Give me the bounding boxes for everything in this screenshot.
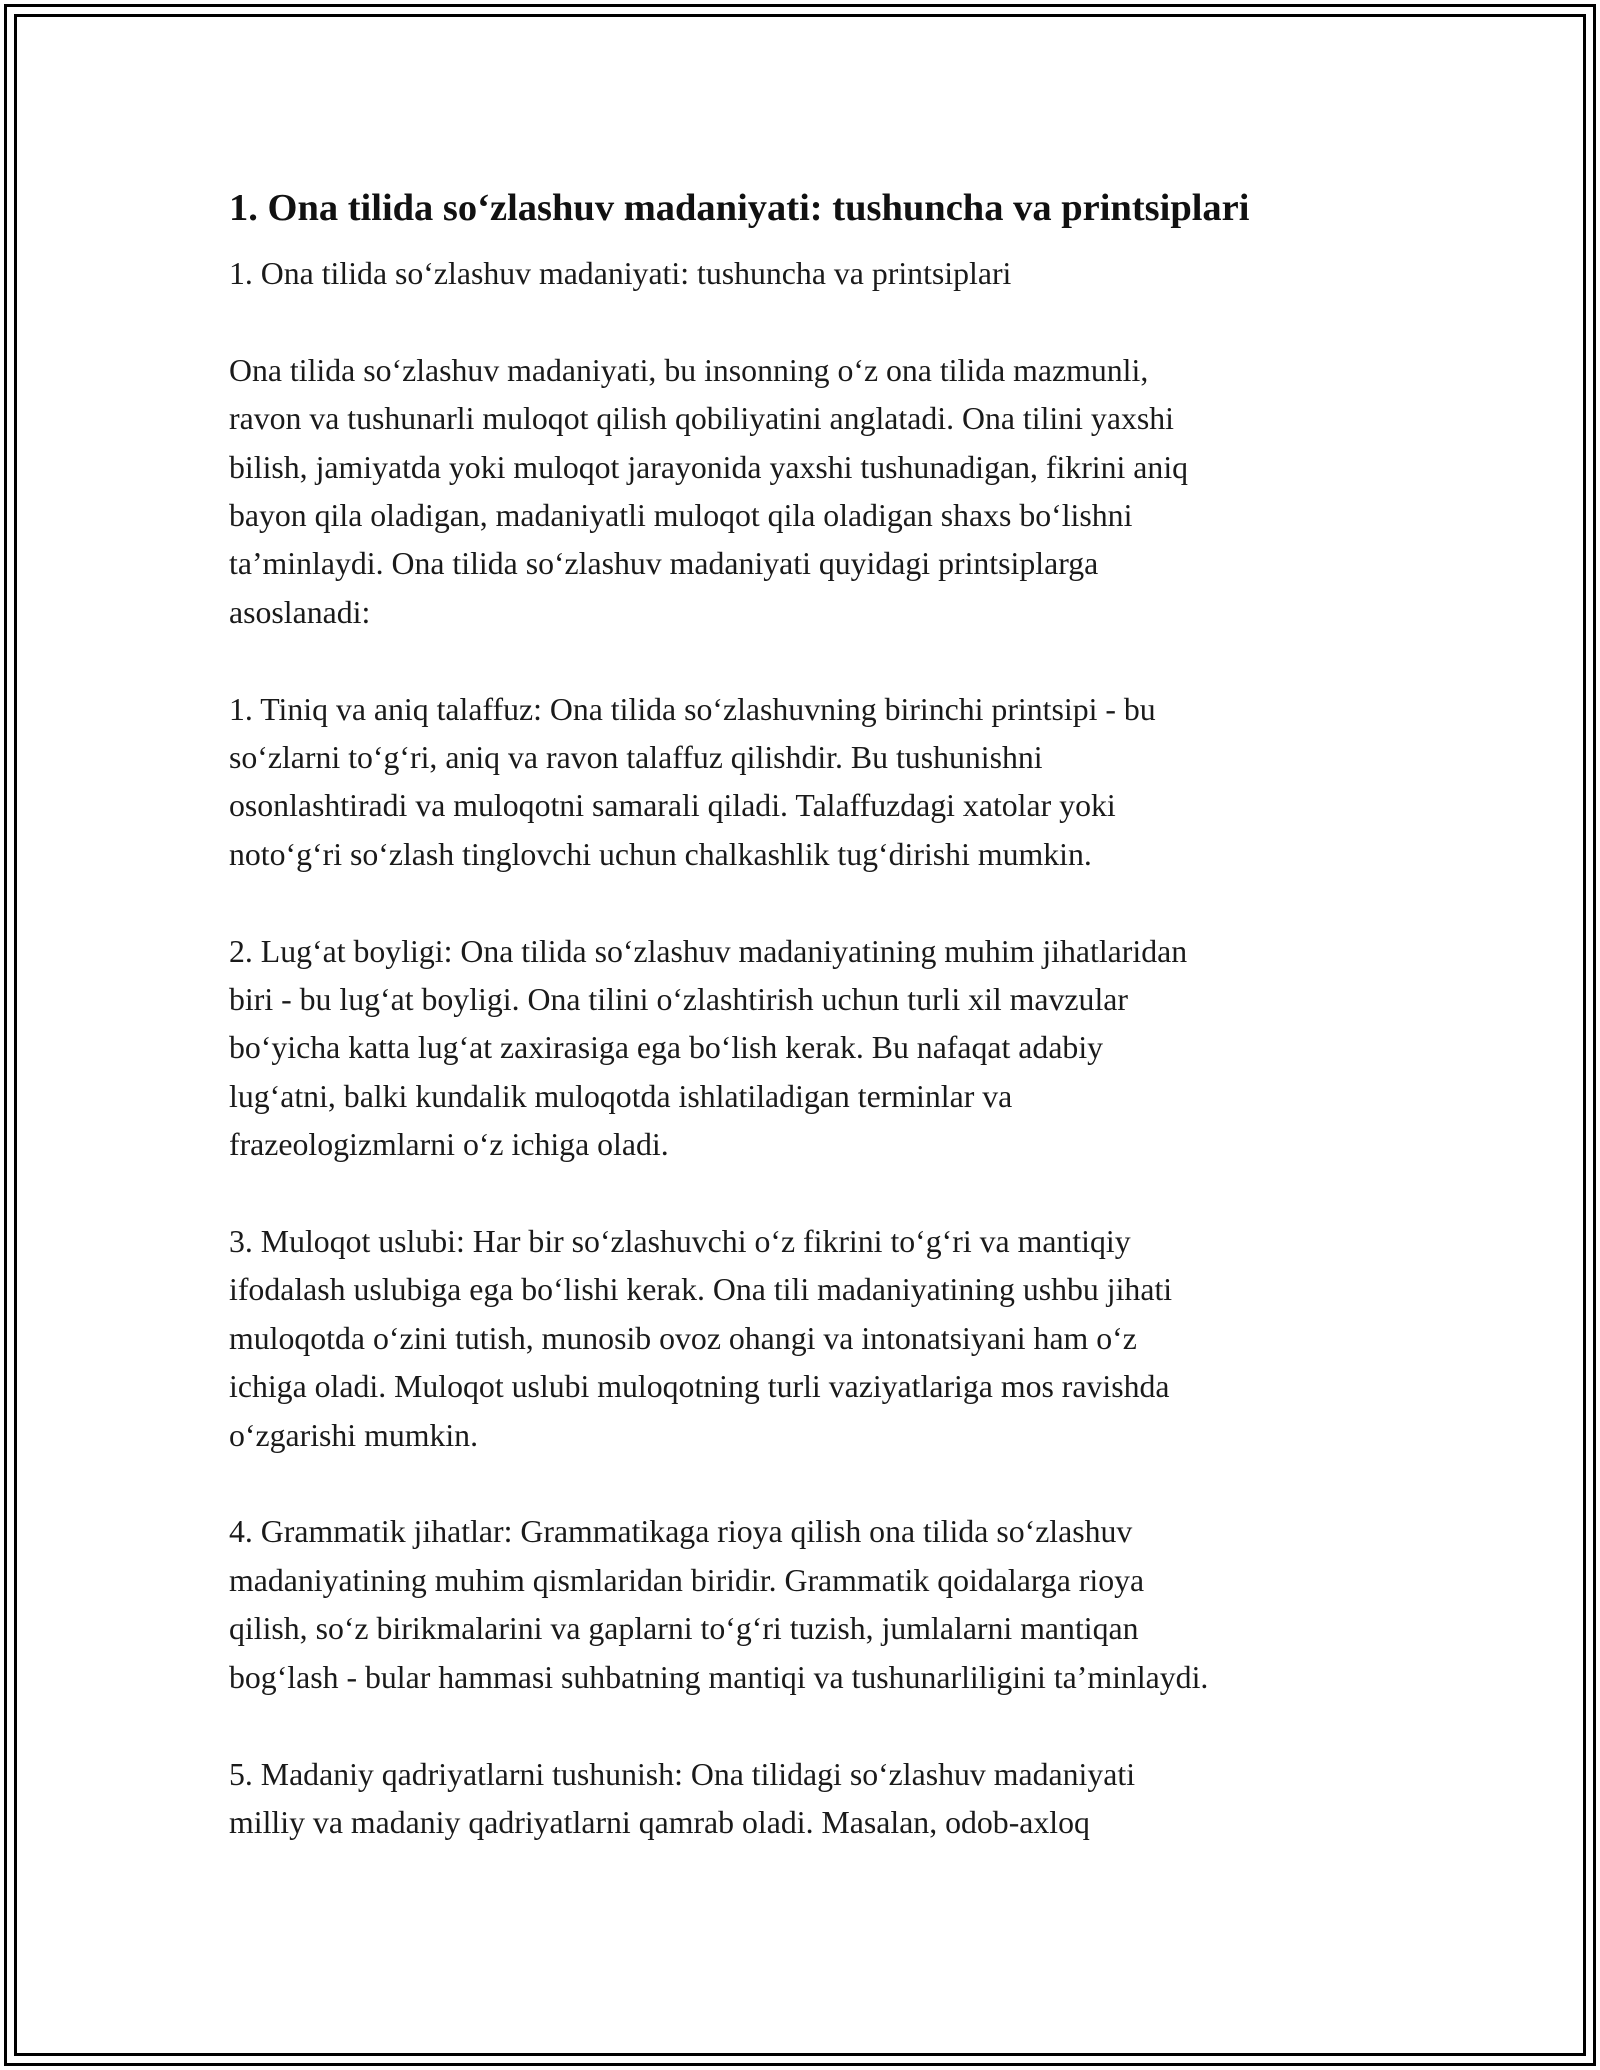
paragraph-line: asoslanadi: [229, 594, 371, 630]
paragraph-line: osonlashtiradi va muloqotni samarali qiladi. Talaffuzdagi xatolar yoki [229, 788, 1116, 824]
paragraph-line: 1. Tiniq va aniq talaffuz: Ona tilida so‘zlashuvning birinchi printsipi - bu [229, 691, 1156, 727]
paragraph-line: muloqotda o‘zini tutish, munosib ovoz ohangi va intonatsiyani ham o‘z [229, 1320, 1137, 1356]
paragraph-line: ifodalash uslubiga ega bo‘lishi kerak. Ona tili madaniyatining ushbu jihati [229, 1272, 1173, 1308]
paragraph-line: 2. Lug‘at boyligi: Ona tilida so‘zlashuv madaniyatining muhim jihatlaridan [229, 933, 1188, 969]
paragraph-line: bayon qila oladigan, madaniyatli muloqot qila oladigan shaxs bo‘lishni [229, 498, 1133, 534]
paragraph-line: milliy va madaniy qadriyatlarni qamrab oladi. Masalan, odob-axloq [229, 1804, 1090, 1840]
paragraph-line: bo‘yicha katta lug‘at zaxirasiga ega bo‘lish kerak. Bu nafaqat adabiy [229, 1030, 1104, 1066]
paragraph-subheading [229, 250, 1389, 298]
paragraph-line: o‘zgarishi mumkin. [229, 1417, 479, 1453]
paragraph-principle-1 [229, 686, 1389, 880]
paragraph-line: 3. Muloqot uslubi: Har bir so‘zlashuvchi o‘z fikrini to‘g‘ri va mantiqiy [229, 1224, 1131, 1260]
paragraph-principle-2 [229, 928, 1389, 1170]
paragraph-intro [229, 347, 1389, 637]
paragraph-line: frazeologizmlarni o‘z ichiga oladi. [229, 1127, 669, 1163]
paragraph-line: so‘zlarni to‘g‘ri, aniq va ravon talaffuz qilishdir. Bu tushunishni [229, 740, 1043, 776]
paragraph-line: bilish, jamiyatda yoki muloqot jarayonida yaxshi tushunadigan, fikrini aniq [229, 449, 1189, 485]
paragraph-line: biri - bu lug‘at boyligi. Ona tilini o‘zlashtirish uchun turli xil mavzular [229, 982, 1128, 1018]
document-title: 1. Ona tilida so‘zlashuv madaniyati: tushuncha va printsiplari [229, 187, 1250, 229]
paragraph-line: Ona tilida so‘zlashuv madaniyati, bu insonning o‘z ona tilida mazmunli, [229, 352, 1149, 388]
paragraph-line: ichiga oladi. Muloqot uslubi muloqotning turli vaziyatlariga mos ravishda [229, 1369, 1170, 1405]
paragraph-line: 5. Madaniy qadriyatlarni tushunish: Ona tilidagi so‘zlashuv madaniyati [229, 1756, 1136, 1792]
paragraph-line: 4. Grammatik jihatlar: Grammatikaga rioya qilish ona tilida so‘zlashuv [229, 1514, 1133, 1550]
paragraph-line: madaniyatining muhim qismlaridan biridir. Grammatik qoidalarga rioya [229, 1562, 1145, 1598]
paragraph-line: 1. Ona tilida so‘zlashuv madaniyati: tushuncha va printsiplari [229, 256, 1012, 291]
document-body [229, 184, 1389, 1896]
paragraph-principle-5 [229, 1751, 1389, 1848]
paragraph-line: ravon va tushunarli muloqot qilish qobiliyatini anglatadi. Ona tilini yaxshi [229, 401, 1174, 437]
paragraph-principle-4 [229, 1508, 1389, 1702]
paragraph-line: noto‘g‘ri so‘zlash tinglovchi uchun chalkashlik tug‘dirishi mumkin. [229, 836, 1092, 872]
paragraph-line: lug‘atni, balki kundalik muloqotda ishlatiladigan terminlar va [229, 1078, 1013, 1114]
paragraph-line: ta’minlaydi. Ona tilida so‘zlashuv madaniyati quyidagi printsiplarga [229, 546, 1099, 582]
paragraph-line: bog‘lash - bular hammasi suhbatning mantiqi va tushunarliligini ta’minlaydi. [229, 1659, 1209, 1695]
paragraph-principle-3 [229, 1218, 1389, 1460]
paragraph-line: qilish, so‘z birikmalarini va gaplarni to‘g‘ri tuzish, jumlalarni mantiqan [229, 1611, 1139, 1647]
